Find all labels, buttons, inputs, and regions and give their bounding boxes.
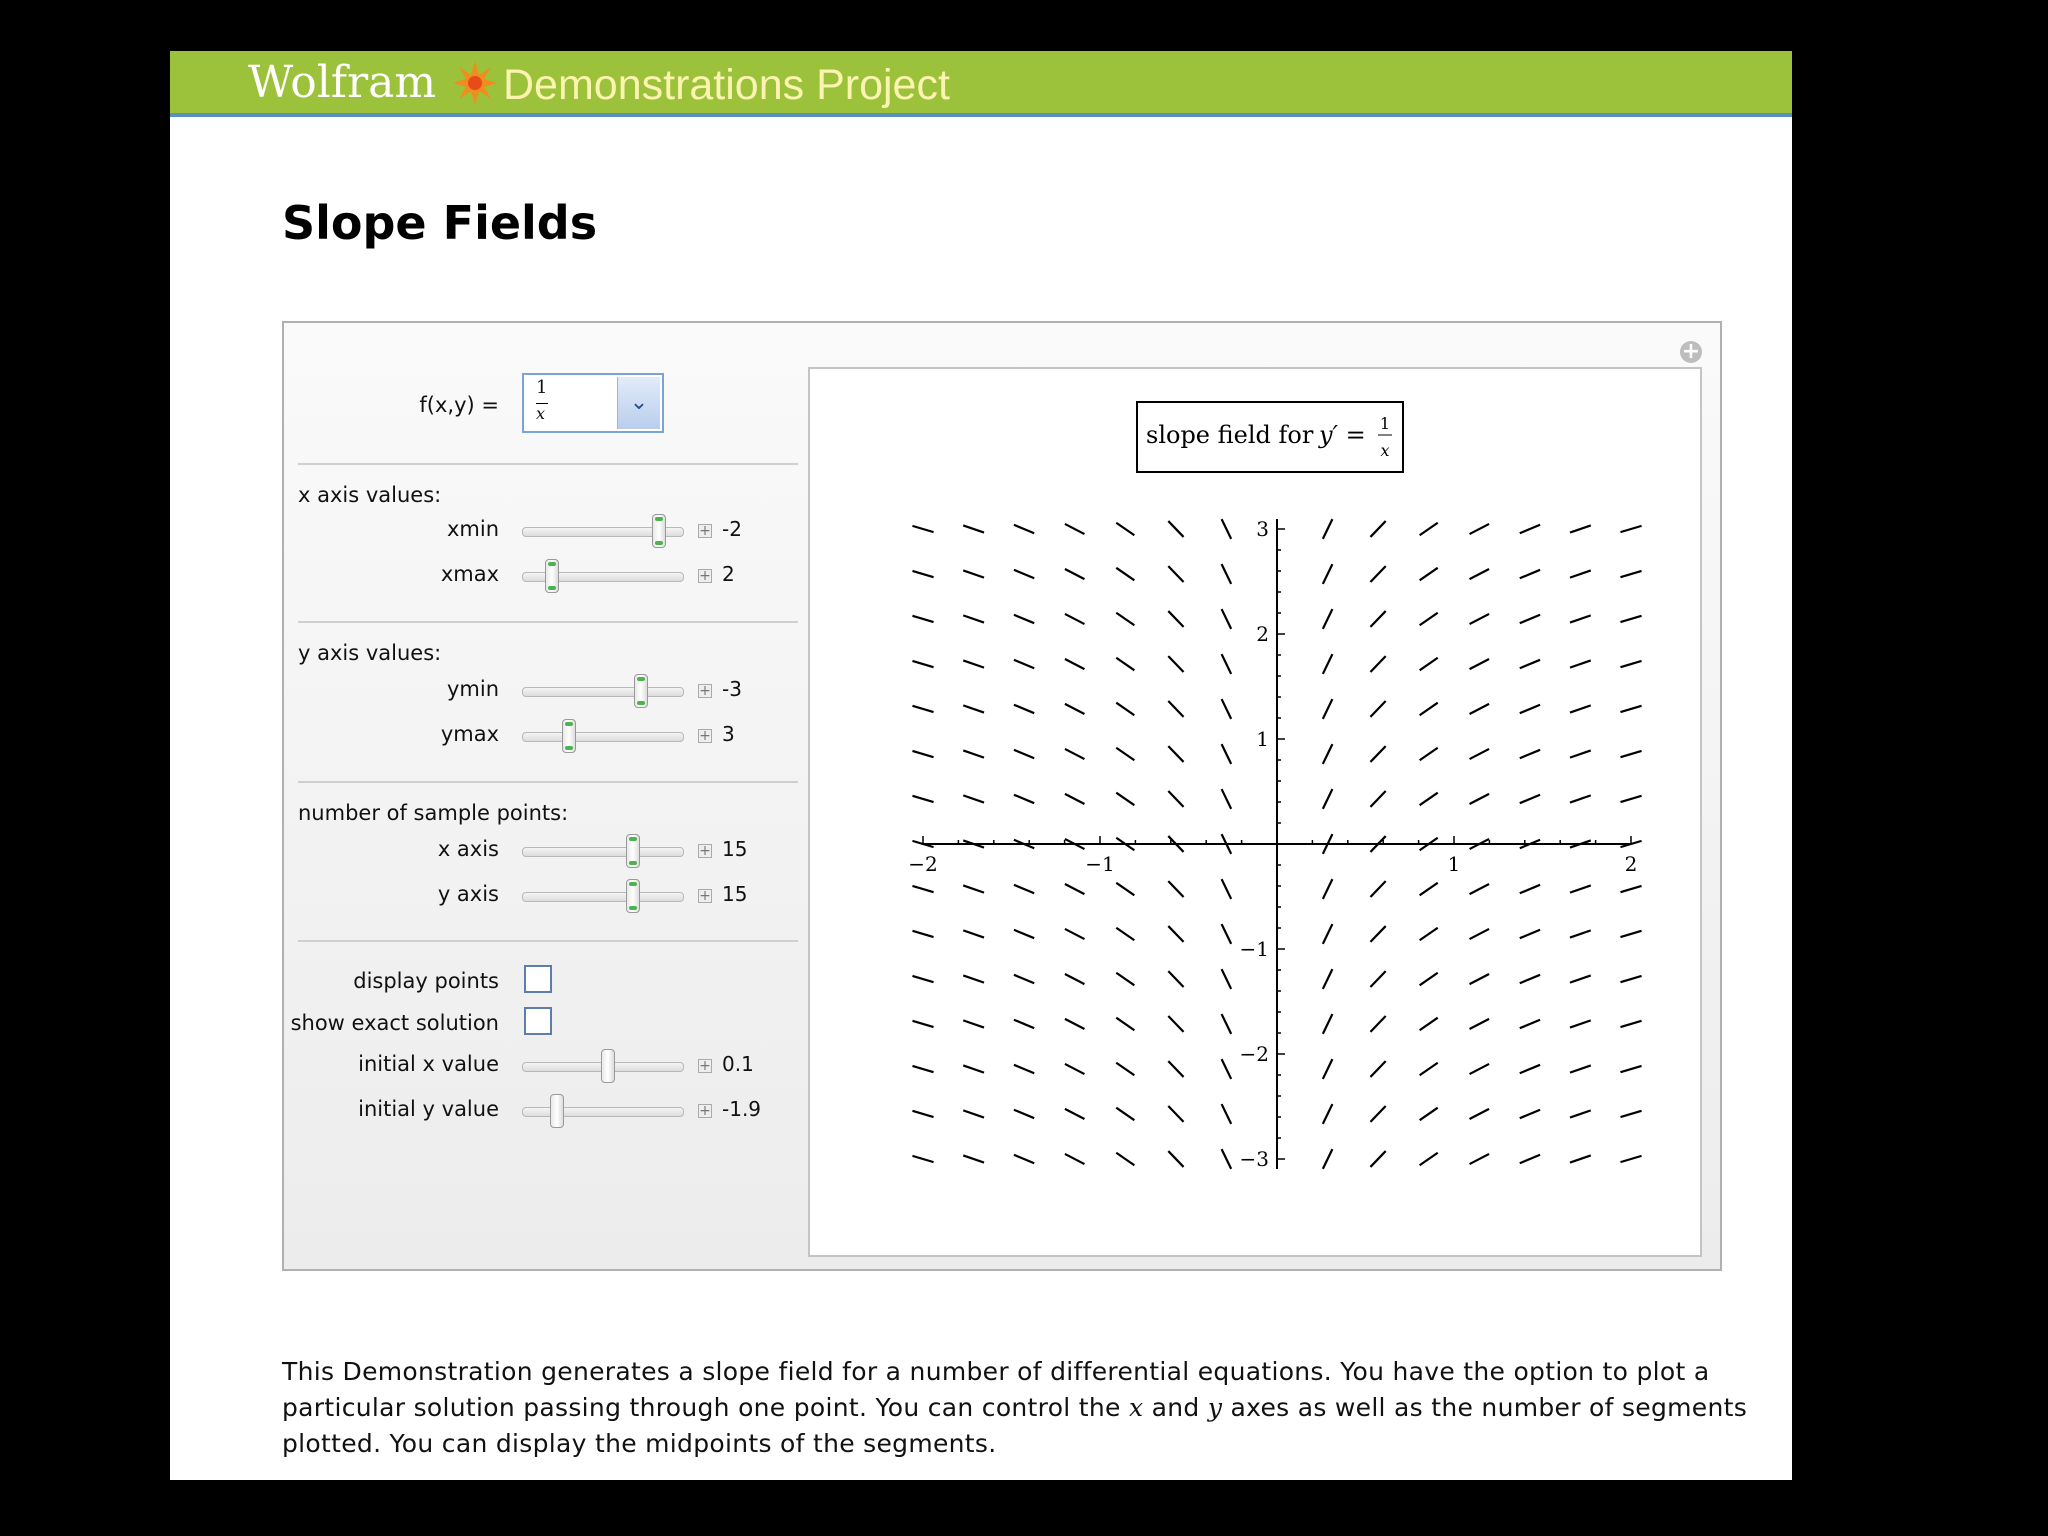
slope-segment bbox=[1065, 1064, 1085, 1074]
slope-segment bbox=[1014, 975, 1034, 983]
x-axis-heading: x axis values: bbox=[298, 483, 442, 507]
slope-segment bbox=[1520, 1110, 1540, 1118]
slope-segment bbox=[1014, 795, 1034, 803]
initial-y-value: -1.9 bbox=[722, 1097, 762, 1121]
slope-segment bbox=[1470, 1019, 1490, 1029]
xmin-label: xmin bbox=[446, 517, 499, 541]
slope-segment bbox=[1222, 654, 1232, 674]
slope-segment bbox=[1570, 750, 1591, 757]
slope-segment bbox=[963, 705, 984, 712]
slope-segment bbox=[1168, 521, 1183, 537]
xmax-slider[interactable] bbox=[522, 572, 684, 582]
chart-title-numerator: 1 bbox=[1379, 414, 1391, 433]
samples-heading: number of sample points: bbox=[298, 801, 569, 825]
initial-x-slider-thumb[interactable] bbox=[601, 1049, 615, 1083]
description-text-1: This Demonstration generates a slope field for a number of differential equations. You have the option to plot a particular solution passing through one point. You can control the bbox=[282, 1357, 1710, 1422]
slope-segment bbox=[1222, 564, 1232, 584]
slope-segment bbox=[1116, 568, 1134, 581]
y-tick-label: −1 bbox=[1239, 937, 1269, 961]
slope-segment bbox=[912, 1156, 933, 1162]
slope-segment bbox=[1570, 1155, 1591, 1162]
ymin-slider-thumb[interactable] bbox=[634, 674, 648, 708]
slope-segment bbox=[1065, 1019, 1085, 1029]
y-samples-slider[interactable] bbox=[522, 892, 684, 902]
slope-segment bbox=[1420, 613, 1438, 626]
slope-segment bbox=[1065, 929, 1085, 939]
slope-segment bbox=[1370, 1151, 1385, 1167]
slope-segment bbox=[1570, 885, 1591, 892]
slope-segment bbox=[1116, 973, 1134, 986]
slope-segment bbox=[912, 751, 933, 757]
slope-segment bbox=[1420, 658, 1438, 671]
slope-segment bbox=[963, 1155, 984, 1162]
slope-segment bbox=[1470, 569, 1490, 579]
show-exact-checkbox[interactable] bbox=[524, 1007, 552, 1035]
slope-segment bbox=[1370, 926, 1385, 942]
slope-segment bbox=[1222, 609, 1232, 629]
slope-segment bbox=[1116, 703, 1134, 716]
slope-segment bbox=[1323, 969, 1333, 989]
slope-segment bbox=[1370, 1061, 1385, 1077]
y-tick-label: 2 bbox=[1256, 622, 1269, 646]
slope-segment bbox=[1520, 705, 1540, 713]
ymax-value: 3 bbox=[722, 722, 735, 746]
ymin-expand-icon[interactable]: + bbox=[699, 683, 711, 699]
x-tick-label: −2 bbox=[908, 852, 938, 876]
slope-segment bbox=[1168, 791, 1183, 807]
slope-segment bbox=[963, 930, 984, 937]
slope-segment bbox=[1222, 1149, 1232, 1169]
slope-segment bbox=[1620, 706, 1641, 712]
slope-segment bbox=[912, 1021, 933, 1027]
spikey-star-icon bbox=[452, 60, 498, 106]
slope-segment bbox=[1420, 1153, 1438, 1166]
function-select[interactable] bbox=[522, 373, 664, 433]
slope-segment bbox=[1168, 1061, 1183, 1077]
slope-segment bbox=[1520, 930, 1540, 938]
slope-segment bbox=[912, 931, 933, 937]
slope-segment bbox=[912, 796, 933, 802]
slope-segment bbox=[912, 571, 933, 577]
xmin-value: -2 bbox=[722, 517, 742, 541]
x-samples-slider-thumb[interactable] bbox=[626, 834, 640, 868]
slope-segment bbox=[1116, 1108, 1134, 1121]
slope-segment bbox=[1014, 660, 1034, 668]
slope-segment bbox=[1222, 699, 1232, 719]
slope-segment bbox=[1470, 929, 1490, 939]
slope-segment bbox=[1470, 614, 1490, 624]
slope-segment bbox=[1323, 654, 1333, 674]
description bbox=[282, 1354, 1782, 1462]
slope-segment bbox=[1168, 926, 1183, 942]
x-tick-label: −1 bbox=[1085, 852, 1115, 876]
slope-segment bbox=[912, 886, 933, 892]
initial-y-slider[interactable] bbox=[522, 1107, 684, 1117]
slope-field-chart bbox=[810, 369, 1700, 1255]
slope-segment bbox=[963, 1065, 984, 1072]
slope-segment bbox=[1065, 524, 1085, 534]
slope-segment bbox=[1520, 1065, 1540, 1073]
x-samples-expand-icon[interactable]: + bbox=[699, 843, 711, 859]
slope-segment bbox=[1420, 973, 1438, 986]
slope-segment bbox=[1620, 1111, 1641, 1117]
slope-segment bbox=[1323, 924, 1333, 944]
chart-title-prefix: slope field for bbox=[1146, 421, 1314, 449]
function-denominator: x bbox=[536, 404, 546, 423]
slope-segment bbox=[1470, 704, 1490, 714]
ymin-value: -3 bbox=[722, 677, 742, 701]
y-samples-label: y axis bbox=[437, 882, 499, 906]
slope-segment bbox=[1014, 525, 1034, 533]
ymax-expand-icon[interactable]: + bbox=[699, 728, 711, 744]
slope-segment bbox=[1014, 615, 1034, 623]
slope-segment bbox=[912, 706, 933, 712]
slope-segment bbox=[912, 526, 933, 532]
slope-segment bbox=[1323, 1059, 1333, 1079]
slope-segment bbox=[1470, 794, 1490, 804]
slope-segment bbox=[1065, 569, 1085, 579]
y-samples-expand-icon[interactable]: + bbox=[699, 888, 711, 904]
slope-segment bbox=[1420, 568, 1438, 581]
y-axis-heading: y axis values: bbox=[298, 641, 442, 665]
slope-segment bbox=[1168, 971, 1183, 987]
chart-title-denominator: x bbox=[1380, 441, 1390, 460]
slope-segment bbox=[1570, 975, 1591, 982]
ymax-slider[interactable] bbox=[522, 732, 684, 742]
slope-segment bbox=[963, 975, 984, 982]
slope-segment bbox=[1420, 928, 1438, 941]
xmin-slider[interactable] bbox=[522, 527, 684, 537]
slope-segment bbox=[1168, 881, 1183, 897]
slope-segment bbox=[1420, 883, 1438, 896]
slope-segment bbox=[1470, 659, 1490, 669]
slope-segment bbox=[1420, 1018, 1438, 1031]
slope-segment bbox=[1520, 660, 1540, 668]
slope-segment bbox=[912, 976, 933, 982]
slope-segment bbox=[1222, 969, 1232, 989]
y-tick-label: −3 bbox=[1239, 1147, 1269, 1171]
slope-segment bbox=[1168, 701, 1183, 717]
slope-segment bbox=[1370, 521, 1385, 537]
slope-segment bbox=[1065, 749, 1085, 759]
separator bbox=[298, 940, 798, 942]
slope-segment bbox=[1370, 566, 1385, 582]
slope-segment bbox=[1014, 570, 1034, 578]
slope-segment bbox=[1065, 1154, 1085, 1164]
initial-y-label: initial y value bbox=[358, 1097, 499, 1121]
slope-segment bbox=[1420, 793, 1438, 806]
expand-icon[interactable]: + bbox=[1681, 339, 1701, 364]
slope-segment bbox=[1370, 1016, 1385, 1032]
slope-segment bbox=[1570, 930, 1591, 937]
slope-segment bbox=[1116, 613, 1134, 626]
slope-segment bbox=[1116, 928, 1134, 941]
slope-segment bbox=[1520, 1155, 1540, 1163]
slope-segment bbox=[963, 750, 984, 757]
separator bbox=[298, 621, 798, 623]
slope-segment bbox=[1570, 1065, 1591, 1072]
chart-title-lhs: y′ = bbox=[1319, 421, 1366, 449]
chevron-down-icon[interactable]: ⌄ bbox=[617, 377, 660, 429]
slope-segment bbox=[963, 885, 984, 892]
xmax-slider-thumb[interactable] bbox=[545, 559, 559, 593]
initial-x-expand-icon[interactable]: + bbox=[699, 1058, 711, 1074]
description-text-2: axes as well as the number of segments plotted. You can display the midpoints of the segments. bbox=[282, 1393, 1748, 1458]
ymax-label: ymax bbox=[440, 722, 499, 746]
slope-segment bbox=[1323, 1149, 1333, 1169]
display-points-label: display points bbox=[353, 969, 499, 993]
slope-segment bbox=[1620, 661, 1641, 667]
wolfram-banner[interactable] bbox=[170, 51, 1792, 117]
slope-segment bbox=[912, 661, 933, 667]
function-numerator: 1 bbox=[536, 377, 548, 398]
x-tick-label: 2 bbox=[1624, 852, 1638, 876]
slope-segment bbox=[1620, 571, 1641, 577]
initial-x-value: 0.1 bbox=[722, 1052, 754, 1076]
page-title: Slope Fields bbox=[282, 196, 598, 250]
slope-segment bbox=[1520, 570, 1540, 578]
slope-segment bbox=[1420, 703, 1438, 716]
slope-segment bbox=[1014, 930, 1034, 938]
slope-segment bbox=[1323, 744, 1333, 764]
ymin-label: ymin bbox=[446, 677, 499, 701]
slope-segment bbox=[1520, 615, 1540, 623]
slope-segment bbox=[1620, 1156, 1641, 1162]
slope-segment bbox=[1014, 885, 1034, 893]
separator bbox=[298, 463, 798, 465]
slope-segment bbox=[1116, 1063, 1134, 1076]
slope-segment bbox=[1014, 1065, 1034, 1073]
slope-segment bbox=[1570, 570, 1591, 577]
x-samples-label: x axis bbox=[437, 837, 499, 861]
initial-x-slider[interactable] bbox=[522, 1062, 684, 1072]
slope-segment bbox=[1620, 1066, 1641, 1072]
slope-segment bbox=[1116, 523, 1134, 536]
slope-segment bbox=[1420, 1108, 1438, 1121]
slope-segment bbox=[1370, 611, 1385, 627]
slope-segment bbox=[1323, 1014, 1333, 1034]
slope-segment bbox=[1570, 660, 1591, 667]
slope-segment bbox=[1323, 609, 1333, 629]
x-samples-slider[interactable] bbox=[522, 847, 684, 857]
description-and: and bbox=[1143, 1393, 1208, 1422]
slope-segment bbox=[1370, 701, 1385, 717]
xmin-slider-thumb[interactable] bbox=[652, 514, 666, 548]
slope-segment bbox=[1116, 1153, 1134, 1166]
slope-segment bbox=[1620, 1021, 1641, 1027]
slope-segment bbox=[1222, 924, 1232, 944]
slope-segment bbox=[1470, 974, 1490, 984]
slope-segment bbox=[1520, 525, 1540, 533]
slope-segment bbox=[1168, 656, 1183, 672]
y-tick-label: −2 bbox=[1239, 1042, 1269, 1066]
slope-segment bbox=[1065, 1109, 1085, 1119]
slope-segment bbox=[1065, 794, 1085, 804]
slope-segment bbox=[1370, 791, 1385, 807]
xmin-expand-icon[interactable]: + bbox=[699, 523, 711, 539]
xmax-value: 2 bbox=[722, 562, 735, 586]
slope-segment bbox=[1065, 659, 1085, 669]
slope-segment bbox=[1470, 1154, 1490, 1164]
demonstration-panel bbox=[282, 321, 1722, 1271]
slope-segment bbox=[1520, 750, 1540, 758]
slope-segment bbox=[1014, 1020, 1034, 1028]
slope-segment bbox=[1168, 746, 1183, 762]
x-tick-label: 1 bbox=[1447, 852, 1461, 876]
slope-segment bbox=[1168, 1151, 1183, 1167]
slope-segment bbox=[1520, 975, 1540, 983]
slope-segment bbox=[1420, 748, 1438, 761]
slope-segment bbox=[1168, 1106, 1183, 1122]
y-samples-value: 15 bbox=[722, 882, 748, 906]
slope-segment bbox=[1520, 1020, 1540, 1028]
y-tick-label: 1 bbox=[1256, 727, 1269, 751]
slope-segment bbox=[912, 1111, 933, 1117]
plot-area bbox=[808, 367, 1702, 1257]
slope-segment bbox=[1370, 1106, 1385, 1122]
slope-segment bbox=[1520, 885, 1540, 893]
y-samples-slider-thumb[interactable] bbox=[626, 879, 640, 913]
x-samples-value: 15 bbox=[722, 837, 748, 861]
slope-segment bbox=[1065, 974, 1085, 984]
slope-segment bbox=[1065, 614, 1085, 624]
brand-project: Demonstrations Project bbox=[503, 61, 950, 109]
slope-segment bbox=[1570, 1110, 1591, 1117]
y-tick-label: 3 bbox=[1256, 517, 1269, 541]
initial-y-expand-icon[interactable]: + bbox=[699, 1103, 711, 1119]
slope-segment bbox=[963, 570, 984, 577]
slope-segment bbox=[963, 1020, 984, 1027]
slope-segment bbox=[1470, 749, 1490, 759]
initial-y-slider-thumb[interactable] bbox=[550, 1094, 564, 1128]
slope-segment bbox=[1168, 611, 1183, 627]
display-points-checkbox[interactable] bbox=[524, 965, 552, 993]
slope-field-layer bbox=[908, 517, 1641, 1171]
slope-segment bbox=[963, 615, 984, 622]
slope-segment bbox=[1420, 1063, 1438, 1076]
slope-segment bbox=[1116, 1018, 1134, 1031]
slope-segment bbox=[1520, 795, 1540, 803]
slope-segment bbox=[1116, 793, 1134, 806]
slope-segment bbox=[1620, 886, 1641, 892]
slope-segment bbox=[1065, 704, 1085, 714]
slope-segment bbox=[1222, 744, 1232, 764]
slope-segment bbox=[1014, 1110, 1034, 1118]
slope-segment bbox=[912, 616, 933, 622]
slope-segment bbox=[1620, 616, 1641, 622]
description-y: y bbox=[1207, 1393, 1223, 1422]
slope-segment bbox=[1570, 615, 1591, 622]
slope-segment bbox=[1222, 1014, 1232, 1034]
slope-segment bbox=[1470, 1064, 1490, 1074]
function-label: f(x,y) = bbox=[419, 393, 499, 417]
slope-segment bbox=[1620, 931, 1641, 937]
slope-segment bbox=[1222, 879, 1232, 899]
xmax-label: xmax bbox=[440, 562, 499, 586]
description-x: x bbox=[1128, 1393, 1144, 1422]
slope-segment bbox=[1570, 1020, 1591, 1027]
slope-segment bbox=[1370, 656, 1385, 672]
slope-segment bbox=[1370, 971, 1385, 987]
slope-segment bbox=[1323, 789, 1333, 809]
slope-segment bbox=[1470, 1109, 1490, 1119]
slope-segment bbox=[1323, 564, 1333, 584]
slope-segment bbox=[1570, 525, 1591, 532]
slope-segment bbox=[1116, 748, 1134, 761]
slope-segment bbox=[1323, 519, 1333, 539]
ymin-slider[interactable] bbox=[522, 687, 684, 697]
slope-segment bbox=[1014, 705, 1034, 713]
slope-segment bbox=[963, 660, 984, 667]
slope-segment bbox=[1570, 795, 1591, 802]
slope-segment bbox=[1222, 1104, 1232, 1124]
demonstration-page bbox=[170, 51, 1792, 1480]
slope-segment bbox=[1470, 884, 1490, 894]
chart-title-box bbox=[1137, 402, 1403, 472]
slope-segment bbox=[963, 795, 984, 802]
slope-segment bbox=[1323, 699, 1333, 719]
slope-segment bbox=[1168, 1016, 1183, 1032]
slope-segment bbox=[1620, 976, 1641, 982]
show-exact-label: show exact solution bbox=[290, 1011, 499, 1035]
slope-segment bbox=[1620, 751, 1641, 757]
brand-wolfram: Wolfram bbox=[248, 57, 437, 108]
slope-segment bbox=[1116, 883, 1134, 896]
initial-x-label: initial x value bbox=[358, 1052, 499, 1076]
slope-segment bbox=[963, 525, 984, 532]
slope-segment bbox=[1620, 526, 1641, 532]
separator bbox=[298, 781, 798, 783]
slope-segment bbox=[1065, 884, 1085, 894]
slope-segment bbox=[1323, 879, 1333, 899]
slope-segment bbox=[1370, 746, 1385, 762]
slope-segment bbox=[1168, 566, 1183, 582]
slope-segment bbox=[1222, 789, 1232, 809]
slope-segment bbox=[1222, 519, 1232, 539]
slope-segment bbox=[1116, 658, 1134, 671]
slope-segment bbox=[1620, 796, 1641, 802]
slope-segment bbox=[912, 1066, 933, 1072]
slope-segment bbox=[1420, 523, 1438, 536]
slope-segment bbox=[1470, 524, 1490, 534]
ymax-slider-thumb[interactable] bbox=[562, 719, 576, 753]
controls-area bbox=[284, 323, 804, 1269]
slope-segment bbox=[1570, 705, 1591, 712]
slope-segment bbox=[1014, 1155, 1034, 1163]
slope-segment bbox=[1222, 1059, 1232, 1079]
slope-segment bbox=[963, 1110, 984, 1117]
slope-segment bbox=[1014, 750, 1034, 758]
slope-segment bbox=[1370, 881, 1385, 897]
slope-segment bbox=[1323, 1104, 1333, 1124]
xmax-expand-icon[interactable]: + bbox=[699, 568, 711, 584]
